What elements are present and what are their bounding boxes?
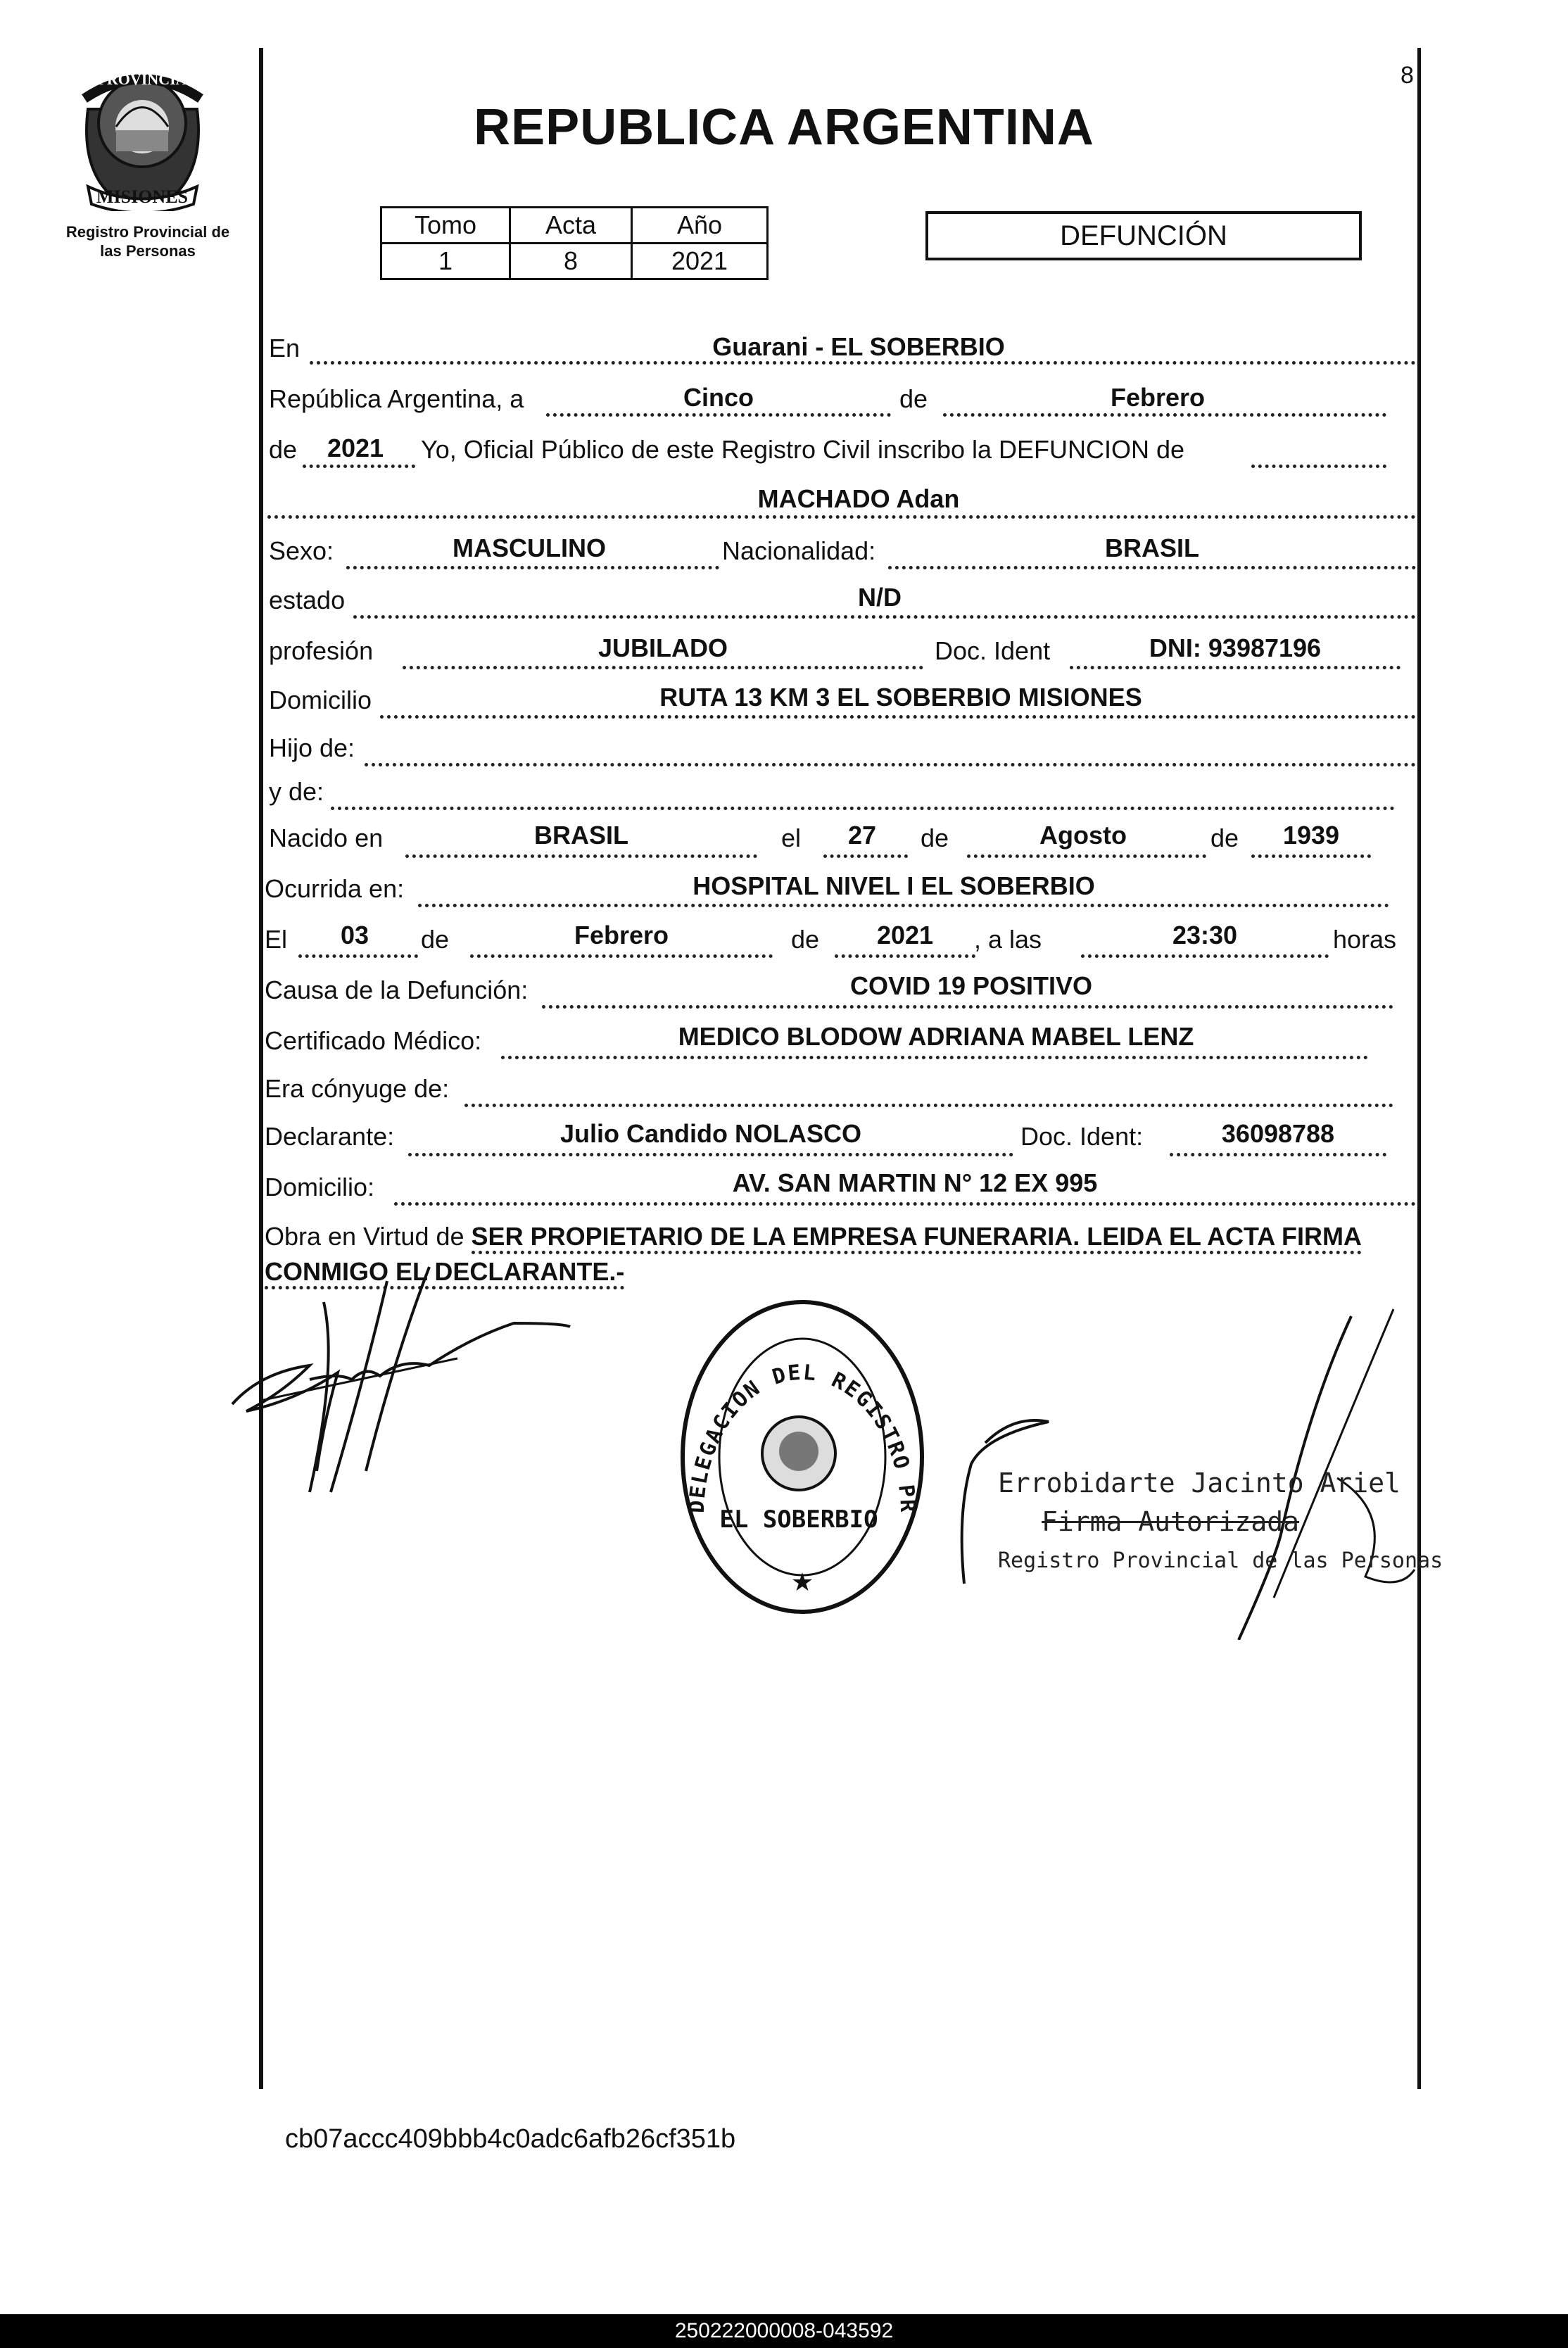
dotted-line [403, 666, 923, 669]
label-causa: Causa de la Defunción: [265, 976, 529, 1004]
label-profesion: profesión [269, 636, 374, 665]
label-domicilio: Domicilio: [265, 1173, 375, 1201]
dotted-line [470, 954, 773, 958]
label-de: de [791, 925, 820, 954]
label-horas: horas [1333, 925, 1397, 954]
value-fallec-anio: 2021 [876, 921, 934, 949]
label-en: En [269, 334, 301, 362]
label-el: El [265, 925, 288, 954]
value-declarante-domicilio: AV. SAN MARTIN N° 12 EX 995 [732, 1168, 1098, 1197]
value-nacido-mes: Agosto [1039, 821, 1127, 850]
label-republica: República Argentina, a [269, 384, 524, 413]
value-sexo: MASCULINO [453, 534, 606, 562]
label-nacido-en: Nacido en [269, 823, 384, 852]
value-nacido-dia: 27 [847, 821, 877, 850]
table-cell: 8 [510, 244, 632, 279]
dotted-line [464, 1104, 1393, 1107]
dotted-line [405, 854, 757, 858]
tomo-acta-table [380, 206, 769, 280]
label-el: el [781, 823, 802, 852]
label-estado: estado [269, 586, 346, 614]
registry-stamp [676, 1295, 929, 1619]
dotted-line [835, 954, 975, 958]
dotted-line [380, 715, 1416, 719]
table-header: Año [632, 208, 768, 244]
page-number: 8 [1401, 62, 1414, 89]
value-causa: COVID 19 POSITIVO [849, 971, 1093, 1000]
table-cell: 1 [381, 244, 510, 279]
value-domicilio: RUTA 13 KM 3 EL SOBERBIO MISIONES [659, 683, 1142, 712]
dotted-line [1081, 954, 1329, 958]
value-nacionalidad: BRASIL [1105, 534, 1199, 562]
value-dia: Cinco [683, 383, 754, 412]
label-de: de [921, 823, 949, 852]
value-profesion: JUBILADO [598, 633, 728, 662]
dotted-line [542, 1005, 1393, 1009]
record-type-box: DEFUNCIÓN [925, 211, 1362, 260]
value-fallec-dia: 03 [340, 921, 369, 949]
value-mes: Febrero [1110, 383, 1206, 412]
label-a-las: , a las [974, 925, 1042, 954]
dotted-line [1070, 666, 1401, 669]
dotted-line [394, 1202, 1416, 1206]
label-yo: Yo, Oficial Público de este Registro Civil inscribo la DEFUNCION de [421, 435, 1185, 464]
value-ocurrida-en: HOSPITAL NIVEL I EL SOBERBIO [693, 871, 1095, 900]
dotted-line [943, 413, 1386, 417]
dotted-line [888, 566, 1416, 569]
dotted-line [365, 763, 1416, 766]
dotted-line [967, 854, 1206, 858]
dotted-line [267, 515, 1416, 519]
dotted-line [1170, 1153, 1386, 1156]
document-title: REPUBLICA ARGENTINA [474, 99, 1094, 156]
dotted-line [823, 854, 908, 858]
label-domicilio: Domicilio [269, 686, 372, 714]
registry-caption: Registro Provincial de las Personas [65, 223, 230, 260]
dotted-line [501, 1056, 1368, 1059]
dotted-line [1251, 465, 1386, 468]
dotted-line [303, 465, 415, 468]
official-role: Firma Autorizada [1042, 1506, 1300, 1537]
left-margin-line [259, 48, 263, 2089]
dotted-line [546, 413, 891, 417]
svg-text:EL SOBERBIO: EL SOBERBIO [719, 1506, 878, 1534]
label-hijo-de: Hijo de: [269, 733, 355, 762]
label-nacionalidad: Nacionalidad: [722, 536, 876, 565]
label-conyuge: Era cónyuge de: [265, 1074, 450, 1103]
svg-text:DELEGACION DEL REGISTRO PROVIN: DELEGACION DEL REGISTRO PR [684, 1360, 921, 1514]
dotted-line [418, 904, 1389, 907]
label-declarante: Declarante: [265, 1122, 395, 1151]
svg-text:MISIONES: MISIONES [96, 187, 189, 207]
label-de: de [899, 384, 928, 413]
table-header: Tomo [381, 208, 510, 244]
declarant-signature [218, 1260, 584, 1513]
value-lugar: Guarani - EL SOBERBIO [712, 332, 1005, 361]
svg-text:PROVINCIA: PROVINCIA [97, 70, 187, 88]
value-documento: DNI: 93987196 [1149, 633, 1322, 662]
official-office: Registro Provincial de las Personas [998, 1548, 1443, 1573]
label-y-de: y de: [269, 777, 324, 806]
svg-text:★: ★ [790, 1568, 814, 1597]
label-certificado: Certificado Médico: [265, 1026, 482, 1055]
value-nombre: MACHADO Adan [757, 484, 960, 513]
label-ocurrida-en: Ocurrida en: [265, 874, 405, 903]
document-hash: cb07accc409bbb4c0adc6afb26cf351b [285, 2124, 736, 2154]
dotted-line [331, 807, 1395, 810]
value-certificado: MEDICO BLODOW ADRIANA MABEL LENZ [678, 1022, 1194, 1051]
official-name: Errobidarte Jacinto Ariel [998, 1468, 1401, 1498]
label-doc-ident: Doc. Ident [935, 636, 1051, 665]
value-fallec-mes: Febrero [574, 921, 669, 949]
label-doc-ident: Doc. Ident: [1020, 1122, 1144, 1151]
value-nacido-anio: 1939 [1282, 821, 1340, 850]
value-declarante-doc: 36098788 [1221, 1119, 1335, 1148]
value-declarante: Julio Candido NOLASCO [560, 1119, 861, 1148]
footer-id-bar: 250222000008-043592 [0, 2314, 1568, 2348]
right-margin-line [1417, 48, 1421, 2089]
dotted-line [346, 566, 719, 569]
dotted-line [408, 1153, 1013, 1156]
label-sexo: Sexo: [269, 536, 334, 565]
dotted-line [1251, 854, 1371, 858]
table-header: Acta [510, 208, 632, 244]
label-de: de [269, 435, 298, 464]
table-cell: 2021 [632, 244, 768, 279]
value-estado: N/D [858, 583, 902, 612]
obra-en-virtud: Obra en Virtud de SER PROPIETARIO DE LA EMPRESA FUNERARIA. LEIDA EL ACTA FIRMA CONMIGO EL DECLARANTE.- [265, 1219, 1416, 1289]
dotted-line [353, 615, 1416, 619]
dotted-line [298, 954, 418, 958]
label-de: de [1210, 823, 1239, 852]
value-anio: 2021 [327, 434, 384, 462]
label-de: de [421, 925, 450, 954]
value-nacido-en: BRASIL [534, 821, 628, 850]
value-fallec-hora: 23:30 [1172, 921, 1238, 949]
